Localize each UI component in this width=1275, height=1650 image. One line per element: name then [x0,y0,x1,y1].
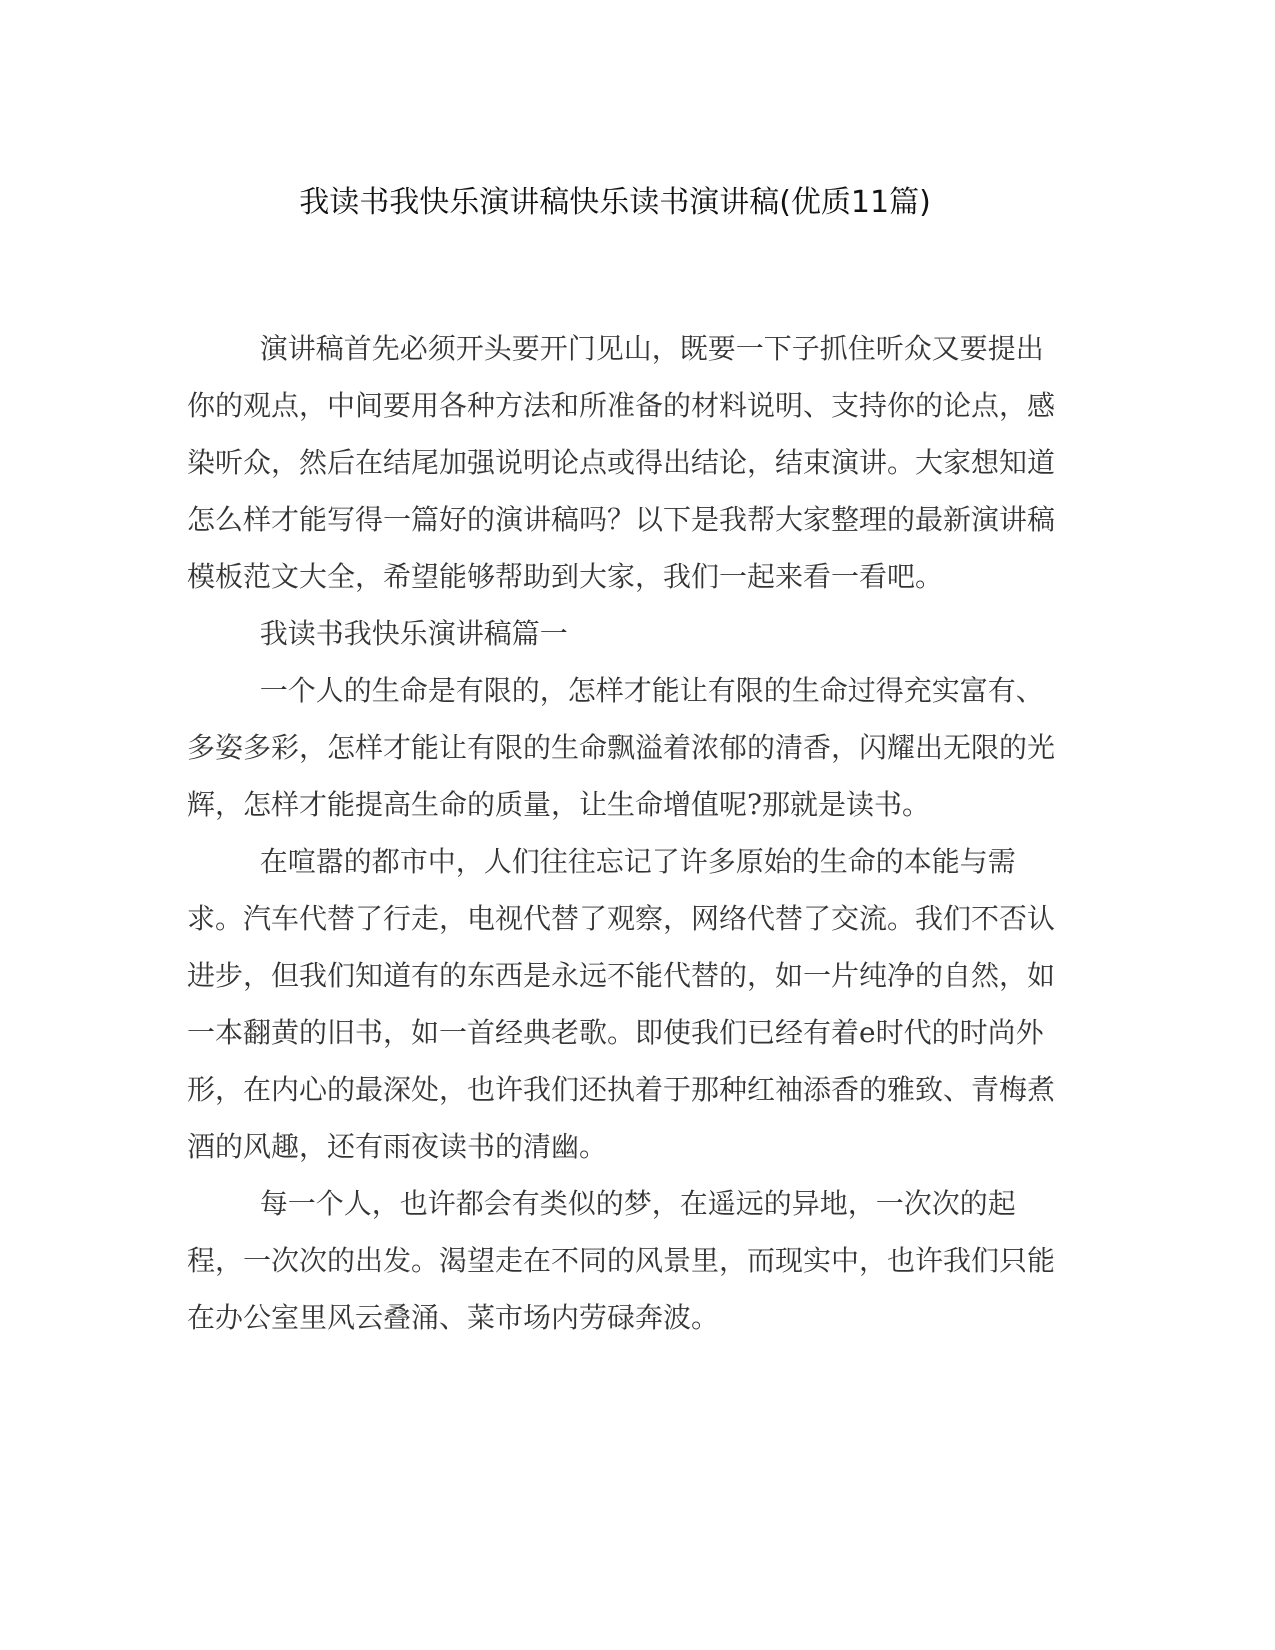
document-body [187,320,1057,1346]
body-paragraph: 每一个人，也许都会有类似的梦，在遥远的异地，一次次的起程，一次次的出发。渴望走在不同的风景里，而现实中，也许我们只能在办公室里风云叠涌、菜市场内劳碌奔波。 [187,1187,1056,1334]
document-title: 我读书我快乐演讲稿快乐读书演讲稿(优质11篇) [299,185,931,220]
section-heading: 我读书我快乐演讲稿篇一 [259,617,568,650]
body-paragraph: 在喧嚣的都市中，人们往往忘记了许多原始的生命的本能与需求。汽车代替了行走，电视代替了观察，网络代替了交流。我们不否认进步，但我们知道有的东西是永远不能代替的，如一片纯净的自然，如一本翻黄的旧书，如一首经典老歌。即使我们已经有着e时代的时尚外形，在内心的最深处，也许我们还执着于那种红袖添香的雅致、青梅煮酒的风趣，还有雨夜读书的清幽。 [187,845,1056,1163]
intro-paragraph: 演讲稿首先必须开头要开门见山，既要一下子抓住听众又要提出你的观点，中间要用各种方法和所准备的材料说明、支持你的论点，感染听众，然后在结尾加强说明论点或得出结论，结束演讲。大家想知道怎么样才能写得一篇好的演讲稿吗？以下是我帮大家整理的最新演讲稿模板范文大全，希望能够帮助到大家，我们一起来看一看吧。 [187,332,1056,593]
body-paragraph: 一个人的生命是有限的，怎样才能让有限的生命过得充实富有、多姿多彩，怎样才能让有限的生命飘溢着浓郁的清香，闪耀出无限的光辉，怎样才能提高生命的质量，让生命增值呢?那就是读书。 [187,674,1056,821]
